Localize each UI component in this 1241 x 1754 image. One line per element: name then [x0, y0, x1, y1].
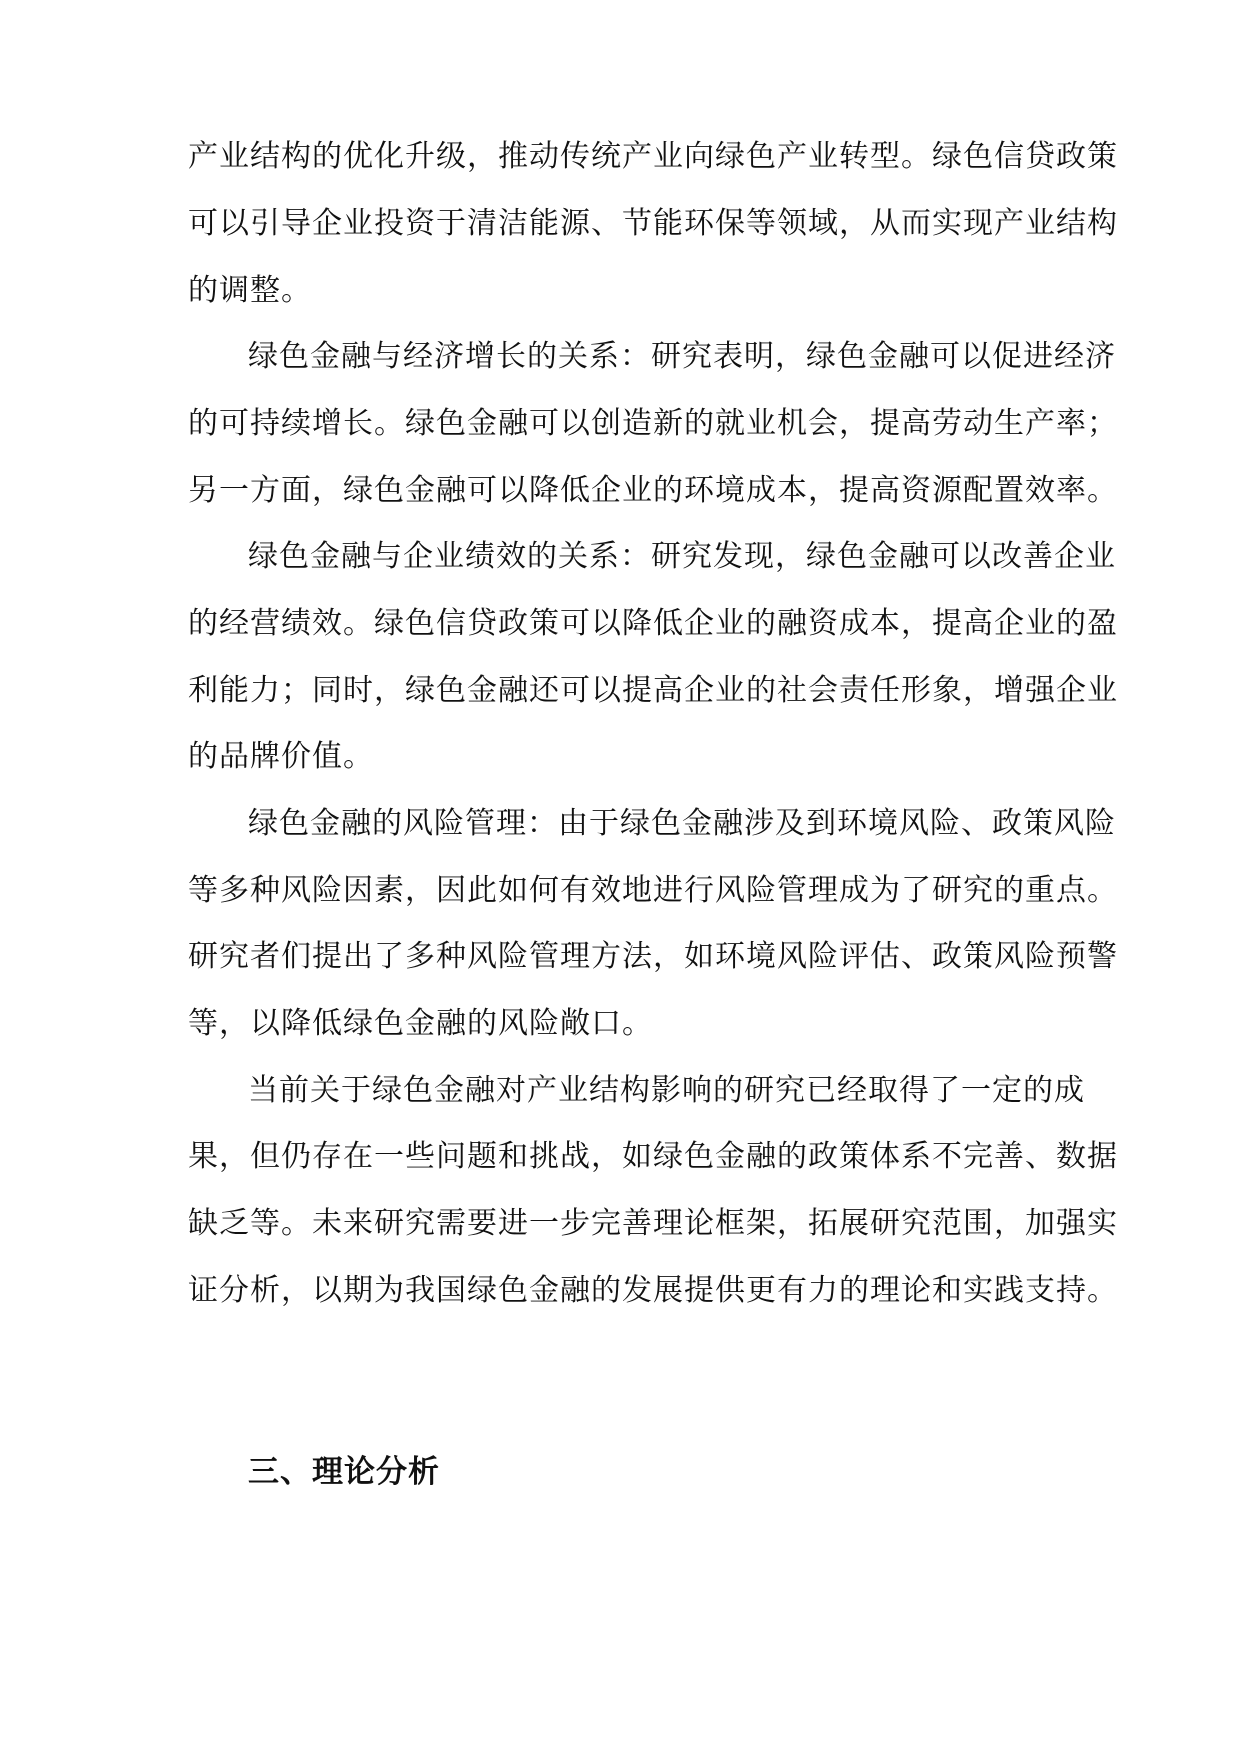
paragraph-line: 的品牌价值。 [188, 739, 374, 774]
paragraph-line: 可以引导企业投资于清洁能源、节能环保等领域，从而实现产业结构 [188, 206, 1118, 241]
paragraph-line: 果，但仍存在一些问题和挑战，如绿色金融的政策体系不完善、数据 [188, 1139, 1118, 1174]
paragraph-line: 当前关于绿色金融对产业结构影响的研究已经取得了一定的成 [248, 1073, 1085, 1108]
paragraph-line: 绿色金融与企业绩效的关系：研究发现，绿色金融可以改善企业 [248, 539, 1116, 574]
paragraph-line: 等多种风险因素，因此如何有效地进行风险管理成为了研究的重点。 [188, 873, 1118, 908]
paragraph-line: 的调整。 [188, 273, 312, 308]
paragraph-line: 利能力；同时，绿色金融还可以提高企业的社会责任形象，增强企业 [188, 673, 1118, 708]
paragraph-line: 证分析，以期为我国绿色金融的发展提供更有力的理论和实践支持。 [188, 1273, 1118, 1308]
paragraph-line: 绿色金融与经济增长的关系：研究表明，绿色金融可以促进经济 [248, 339, 1116, 374]
paragraph-line: 绿色金融的风险管理：由于绿色金融涉及到环境风险、政策风险 [248, 806, 1116, 841]
paragraph-line: 的经营绩效。绿色信贷政策可以降低企业的融资成本，提高企业的盈 [188, 606, 1118, 641]
paragraph-line: 研究者们提出了多种风险管理方法，如环境风险评估、政策风险预警 [188, 939, 1118, 974]
paragraph-line: 等，以降低绿色金融的风险敞口。 [188, 1006, 653, 1041]
paragraph-line: 的可持续增长。绿色金融可以创造新的就业机会，提高劳动生产率； [188, 406, 1118, 441]
paragraph-line: 产业结构的优化升级，推动传统产业向绿色产业转型。绿色信贷政策 [188, 139, 1118, 174]
paragraph-line: 另一方面，绿色金融可以降低企业的环境成本，提高资源配置效率。 [188, 473, 1118, 508]
paragraph-line: 缺乏等。未来研究需要进一步完善理论框架，拓展研究范围，加强实 [188, 1206, 1118, 1241]
section-heading: 三、理论分析 [248, 1454, 440, 1490]
